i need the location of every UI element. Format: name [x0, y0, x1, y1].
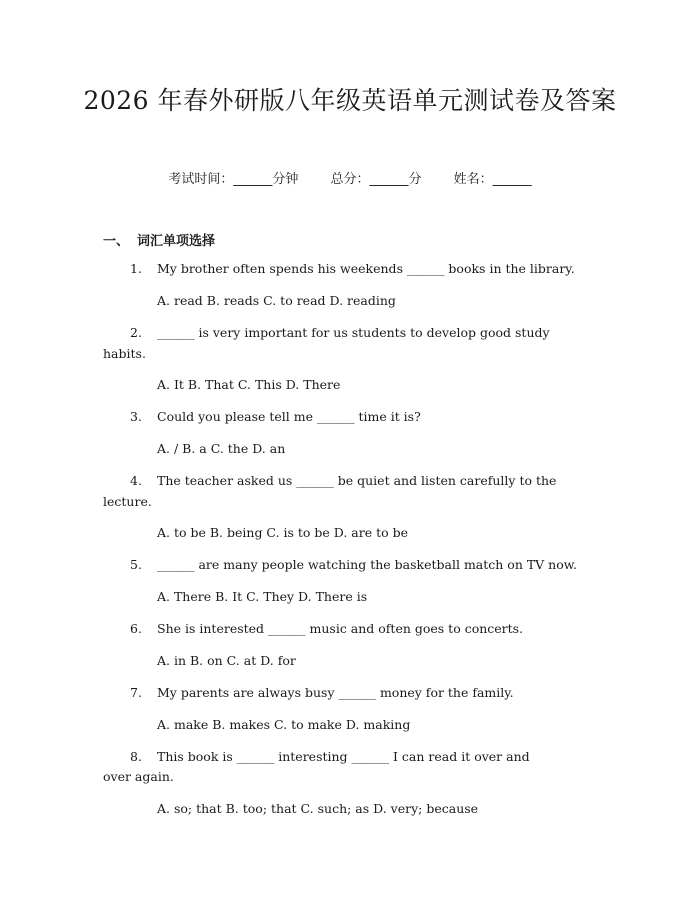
question-7 [130, 683, 514, 703]
question-text: This book is ______ interesting ______ I can read it over and [157, 749, 530, 764]
question-8 [130, 747, 530, 767]
question-number: 6. [130, 621, 142, 636]
question-7-options: A. make B. makes C. to make D. making [157, 717, 411, 732]
question-6 [130, 619, 523, 639]
question-number: 7. [130, 685, 142, 700]
question-number: 3. [130, 409, 142, 424]
question-1-options: A. read B. reads C. to read D. reading [157, 293, 396, 308]
question-8-options: A. so; that B. too; that C. such; as D. very; because [157, 801, 479, 816]
question-text: ______ is very important for us students to develop good study [157, 325, 550, 340]
question-4 [130, 471, 556, 491]
question-6-options: A. in B. on C. at D. for [157, 653, 296, 668]
question-number: 5. [130, 557, 142, 572]
question-text: The teacher asked us ______ be quiet and listen carefully to the [157, 473, 557, 488]
question-5-options: A. There B. It C. They D. There is [157, 589, 368, 604]
question-text: Could you please tell me ______ time it is? [157, 409, 421, 424]
question-number: 1. [130, 261, 142, 276]
section-heading [103, 230, 215, 249]
question-2-options: A. It B. That C. This D. There [157, 377, 341, 392]
question-text: My parents are always busy ______ money for the family. [157, 685, 514, 700]
question-3 [130, 407, 421, 427]
question-8-continuation: over again. [103, 769, 174, 784]
section-title: 词汇单项选择 [137, 234, 216, 249]
question-number: 2. [130, 325, 142, 340]
student-name-field: 姓名：______ [453, 172, 532, 187]
question-number: 8. [130, 749, 142, 764]
question-1 [130, 259, 575, 279]
section-number: 一、 [103, 234, 130, 249]
exam-title: 2026 年春外研版八年级英语单元测试卷及答案 [83, 86, 617, 115]
question-2-continuation: habits. [103, 346, 146, 361]
exam-time-field: 考试时间：______分钟 [168, 172, 299, 187]
question-3-options: A. / B. a C. the D. an [157, 441, 286, 456]
question-text: She is interested ______ music and often goes to concerts. [157, 621, 524, 636]
exam-meta [0, 168, 700, 187]
question-text: ______ are many people watching the basketball match on TV now. [157, 557, 577, 572]
question-2 [130, 323, 550, 343]
question-5 [130, 555, 577, 575]
question-number: 4. [130, 473, 142, 488]
total-score-field: 总分：______分 [330, 172, 422, 187]
question-4-continuation: lecture. [103, 494, 152, 509]
question-text: My brother often spends his weekends ______ books in the library. [157, 261, 575, 276]
question-4-options: A. to be B. being C. is to be D. are to be [157, 525, 409, 540]
